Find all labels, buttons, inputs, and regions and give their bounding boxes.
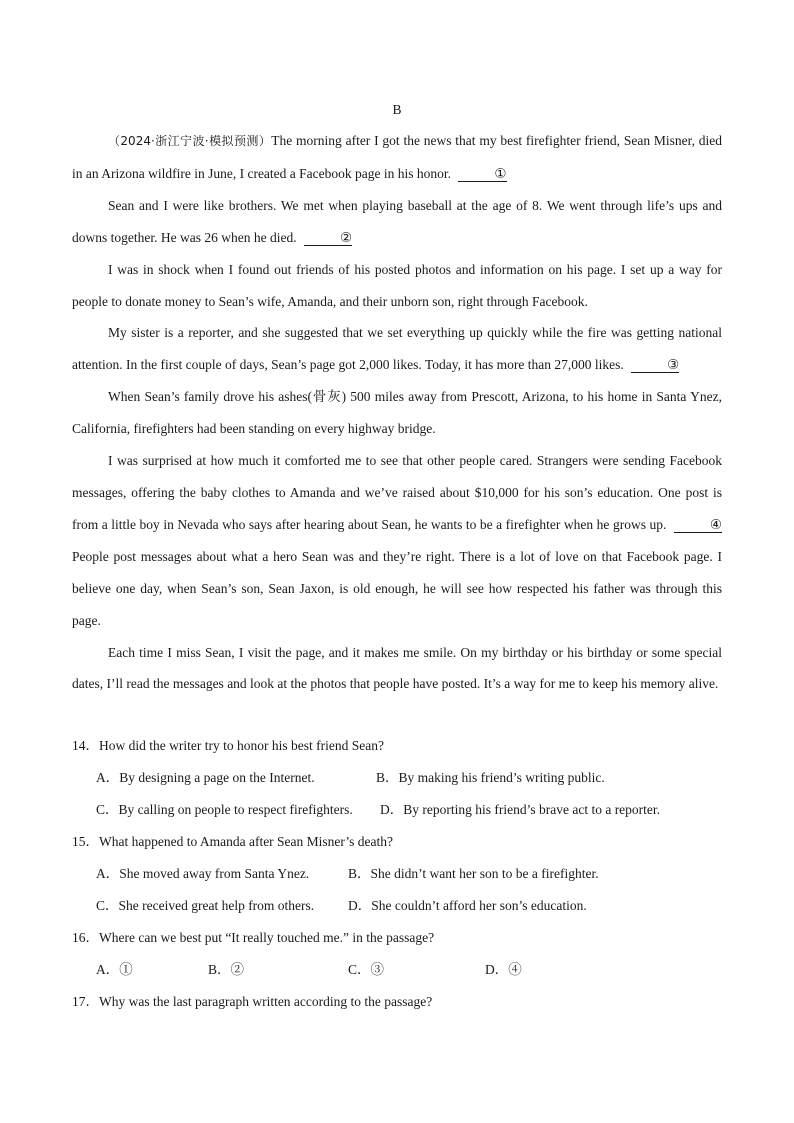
- paragraph: [72, 637, 722, 701]
- paragraph: [72, 190, 722, 254]
- section-letter: B: [392, 102, 402, 117]
- question-stem: 16．Where can we best put “It really touched me.” in the passage?: [72, 930, 435, 945]
- paragraph-text: I was in shock when I found out friends of his posted photos and information on his page. I set up a way for people to donate money to Sean’s wife, Amanda, and their unborn son, right through Facebook.: [72, 261, 722, 309]
- paragraph-text: Each time I miss Sean, I visit the page, and it makes me smile. On my birthday or his birthday or some special dates, I’ll read the messages and look at the photos that people have posted. It’s a way for me to keep his memory alive.: [72, 644, 722, 692]
- paragraph-text: I was surprised at how much it comforted me to see that other people cared. Strangers were sending Facebook messages, offering the baby clothes to Amanda and we’ve raised about $10,000 for his son’s education. One post is from a little boy in Nevada who says after hearing about Sean, he wants to be a firefighter when he grows up.: [72, 453, 722, 532]
- paragraph-text: The morning after I got the news that my best firefighter friend, Sean Misner, died in an Arizona wildfire in June, I created a Facebook page in his honor.: [72, 133, 723, 181]
- paragraph-text-continued: People post messages about what a hero Sean was and they’re right. There is a lot of love on that Facebook page. I believe one day, when Sean’s son, Sean Jaxon, is old enough, he will see how respected his father was through this page.: [72, 548, 722, 628]
- option-d[interactable]: D．By reporting his friend’s brave act to a reporter.: [380, 802, 661, 817]
- paragraph-text: Sean and I were like brothers. We met when playing baseball at the age of 8. We went through life’s ups and downs together. He was 26 when he died.: [72, 197, 722, 245]
- paragraph-text: My sister is a reporter, and she suggested that we set everything up quickly while the fire was getting national attention. In the first couple of days, Sean’s page got 2,000 likes. Today, it has more than 27,000 likes.: [72, 325, 722, 373]
- question-stem: 15．What happened to Amanda after Sean Misner’s death?: [72, 834, 394, 849]
- question-list: [72, 730, 722, 1018]
- option-d[interactable]: D．④: [485, 962, 522, 977]
- option-row: [72, 954, 722, 986]
- option-row: [72, 794, 722, 826]
- paragraph: [72, 317, 722, 381]
- option-a[interactable]: A．She moved away from Santa Ynez.: [96, 866, 310, 881]
- paragraph-text: When Sean’s family drove his ashes(骨灰) 500 miles away from Prescott, Arizona, to his home in Santa Ynez, California, firefighters had been standing on every highway bridge.: [72, 389, 722, 437]
- question-stem: 14．How did the writer try to honor his best friend Sean?: [72, 738, 384, 753]
- paragraph: [72, 125, 722, 190]
- option-a[interactable]: A．By designing a page on the Internet.: [96, 770, 315, 785]
- paragraph: [72, 254, 722, 318]
- question-stem: 17．Why was the last paragraph written according to the passage?: [72, 994, 433, 1009]
- blank-marker: ③: [631, 358, 679, 373]
- option-c[interactable]: C．By calling on people to respect firefighters.: [96, 802, 353, 817]
- paragraph: [72, 445, 722, 636]
- paragraph: [72, 381, 722, 445]
- option-c[interactable]: C．She received great help from others.: [96, 898, 315, 913]
- option-b[interactable]: B．②: [208, 962, 245, 977]
- reading-passage: [72, 125, 722, 700]
- option-row: [72, 858, 722, 890]
- source-tag: （2024·浙江宁波·模拟预测）: [108, 134, 272, 148]
- blank-marker: ②: [304, 231, 352, 246]
- blank-marker: ④: [674, 518, 722, 533]
- option-c[interactable]: C．③: [348, 962, 385, 977]
- blank-marker: ①: [458, 167, 506, 182]
- option-a[interactable]: A．①: [96, 962, 133, 977]
- option-row: [72, 762, 722, 794]
- option-d[interactable]: D．She couldn’t afford her son’s education.: [348, 898, 587, 913]
- option-b[interactable]: B．By making his friend’s writing public.: [376, 770, 605, 785]
- option-b[interactable]: B．She didn’t want her son to be a firefighter.: [348, 866, 599, 881]
- option-row: [72, 890, 722, 922]
